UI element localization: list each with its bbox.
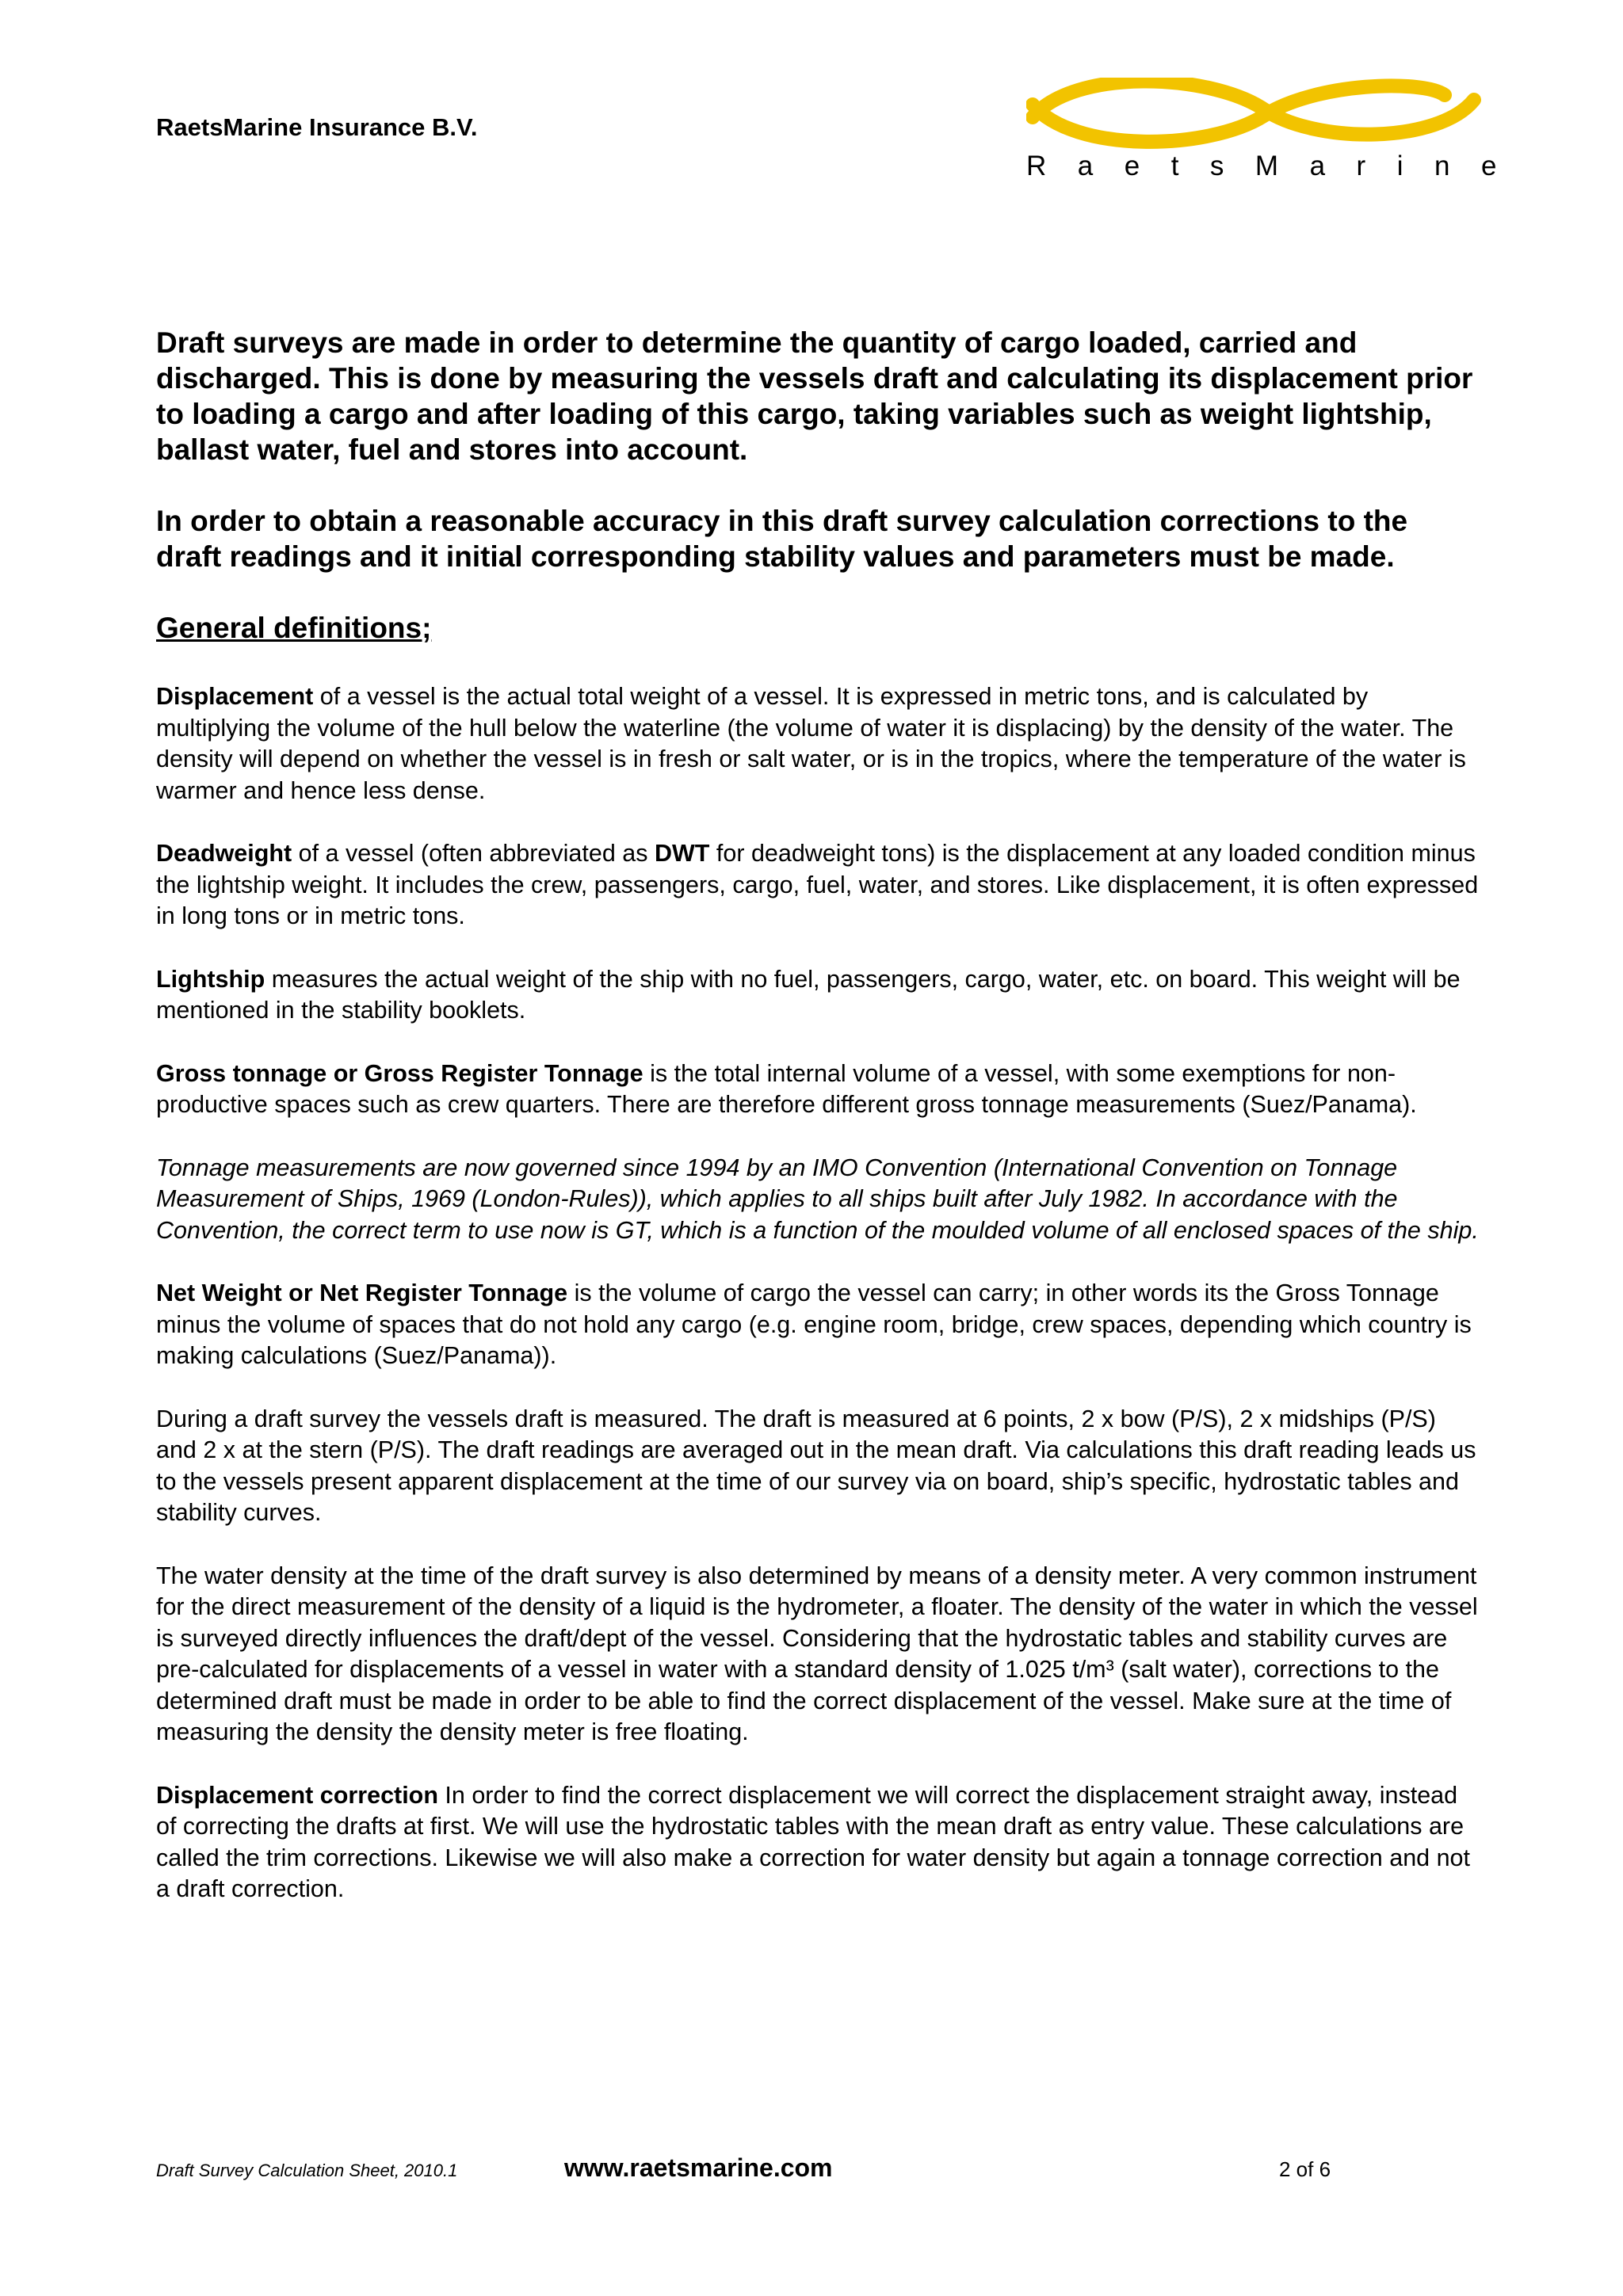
term-net-weight: Net Weight or Net Register Tonnage xyxy=(156,1280,568,1306)
water-density-paragraph: The water density at the time of the draft survey is also determined by means of a density meter. A very common instrument for the direct measurement of the density of a liquid is the hydrometer, a floater. The density of the water in which the vessel is surveyed directly influences the draft/dept of the vessel. Considering that the hydrostatic tables and stability curves are pre-calculated for displacements of a vessel in water with a standard density of 1.025 t/m³ (salt water), corrections to the determined draft must be made in order to be able to find the correct displacement of the vessel. Make sure at the time of measuring the density the density meter is free floating. xyxy=(156,1562,1478,1745)
term-displacement-correction: Displacement correction xyxy=(156,1781,438,1809)
raetsmarine-logo xyxy=(1026,78,1528,193)
definition-displacement: Displacement of a vessel is the actual total weight of a vessel. It is expressed in metric tons, and is calculated by multiplying the volume of the hull below the waterline (the volume of water it is displacing) by the density of the water. The density will depend on whether the vessel is in fresh or salt water, or is in the tropics, where the temperature of the water is warmer and hence less dense. xyxy=(156,683,1466,804)
intro-paragraph-1: Draft surveys are made in order to determine the quantity of cargo loaded, carried and discharged. This is done by measuring the vessels draft and calculating its displacement prior to loading a cargo and after loading of this cargo, taking variables such as weight lightship, ballast water, fuel and stores into account. xyxy=(156,326,1473,466)
section-heading: General definitions; xyxy=(156,612,432,644)
draft-measurement-paragraph: During a draft survey the vessels draft is measured. The draft is measured at 6 points, 2 x bow (P/S), 2 x midships (P/S) and 2 x at the stern (P/S). The draft readings are averaged out in the mean draft. Via calculations this draft reading leads us to the vessels present apparent displacement at the time of our survey via on board, ship’s specific, hydrostatic tables and stability curves. xyxy=(156,1405,1476,1526)
term-deadweight: Deadweight xyxy=(156,840,292,867)
definition-net-weight: Net Weight or Net Register Tonnage is the volume of cargo the vessel can carry; in other words its the Gross Tonnage minus the volume of spaces that do not hold any cargo (e.g. engine room, bridge, crew spaces, depending which country is making calculations (Suez/Panama)). xyxy=(156,1280,1472,1369)
logo-wordmark: RaetsMarine xyxy=(1026,151,1528,181)
definition-lightship: Lightship measures the actual weight of the ship with no fuel, passengers, cargo, water, etc. on board. This weight will be mentioned in the stability booklets. xyxy=(156,965,1461,1024)
term-dwt: DWT xyxy=(654,840,710,867)
definition-gross-tonnage: Gross tonnage or Gross Register Tonnage is the total internal volume of a vessel, with some exemptions for non-productive spaces such as crew quarters. There are therefore different gross tonnage measurements (Suez/Panama). xyxy=(156,1059,1417,1118)
fish-logo-icon xyxy=(1026,78,1486,149)
footer-page-number: 2 of 6 xyxy=(1279,2157,1331,2181)
term-lightship: Lightship xyxy=(156,965,265,993)
footer-document-title: Draft Survey Calculation Sheet, 2010.1 xyxy=(156,2161,458,2180)
document-body xyxy=(156,325,1480,1937)
intro-paragraph-2: In order to obtain a reasonable accuracy in this draft survey calculation corrections to the draft readings and it initial corresponding stability values and parameters must be made. xyxy=(156,505,1408,573)
footer-website-link[interactable]: www.raetsmarine.com xyxy=(564,2153,833,2182)
definition-deadweight: Deadweight of a vessel (often abbreviated as DWT for deadweight tons) is the displacement at any loaded condition minus the lightship weight. It includes the crew, passengers, cargo, fuel, water, and stores. Like displacement, it is often expressed in long tons or in metric tons. xyxy=(156,840,1479,929)
company-name: RaetsMarine Insurance B.V. xyxy=(156,113,478,141)
term-displacement: Displacement xyxy=(156,683,314,710)
term-gross-tonnage: Gross tonnage or Gross Register Tonnage xyxy=(156,1059,643,1087)
tonnage-note: Tonnage measurements are now governed since 1994 by an IMO Convention (International Convention on Tonnage Measurement of Ships, 1969 (London-Rules)), which applies to all ships built after July 1982. In accordance with the Convention, the correct term to use now is GT, which is a function of the moulded volume of all enclosed spaces of the ship. xyxy=(156,1154,1479,1244)
definition-displacement-correction: Displacement correction In order to find the correct displacement we will correct the displacement straight away, instead of correcting the drafts at first. We will use the hydrostatic tables with the mean draft as entry value. These calculations are called the trim corrections. Likewise we will also make a correction for water density but again a tonnage correction and not a draft correction. xyxy=(156,1781,1470,1902)
